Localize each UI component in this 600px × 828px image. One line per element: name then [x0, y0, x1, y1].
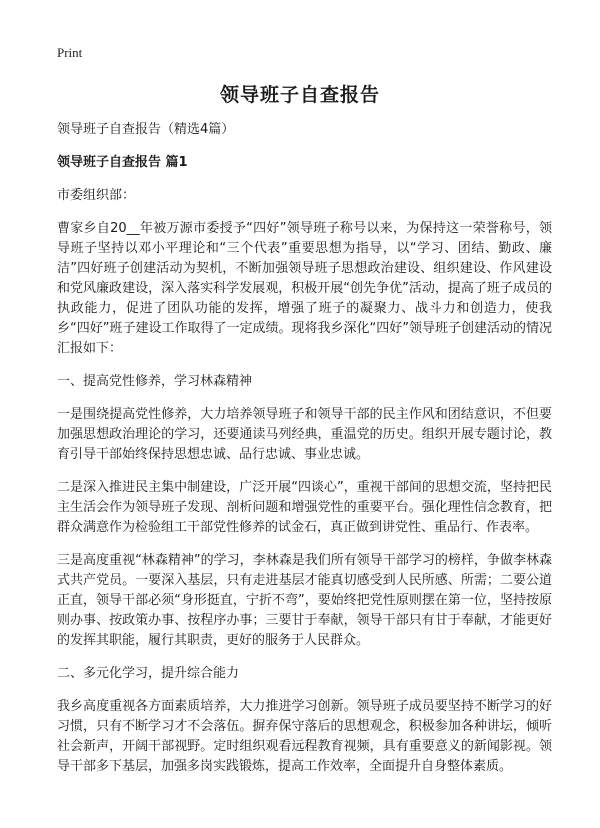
paragraph-intro: 曹家乡自20__年被万源市委授予“四好”领导班子称号以来，为保持这一荣誉称号，领导班子坚持以邓小平理论和“三个代表”重要思想为指导，以“学习、团结、勤政、廉洁”四好班子创建活动为契机，不断加强领导班子思想政治建设、组织建设、作风建设和党风廉政建设，深入落实科学发展观，积极开展“创先争优”活动，提高了班子成员的执政能力，促进了团队功能的发挥，增强了班子的凝聚力、战斗力和创造力，使我乡“四好”班子建设工作取得了一定成绩。现将我乡深化“四好”领导班子创建活动的情况汇报如下：: [57, 221, 552, 356]
paragraph-point-one: 一是围绕提高党性修养，大力培养领导班子和领导干部的民主作风和团结意识，不但要加强思想政治理论的学习，还要通读马列经典，重温党的历史。组织开展专题讨论，教育引导干部始终保持思想忠诚、品行忠诚、事业忠诚。: [57, 407, 552, 462]
heading-section-one: 一、提高党性修养，学习林森精神: [57, 374, 253, 389]
document-body: [57, 120, 552, 790]
print-label: Print: [57, 45, 83, 60]
document-subtitle: 领导班子自查报告（精选4篇）: [57, 122, 235, 137]
document-title: 领导班子自查报告: [219, 84, 380, 106]
section-title: 领导班子自查报告 篇1: [57, 155, 188, 170]
salutation: 市委组织部：: [57, 188, 136, 203]
paragraph-point-two: 二是深入推进民主集中制建设，广泛开展“四谈心”，重视干部间的思想交流，坚持把民主生活会作为领导班子发现、剖析问题和增强党性的重要平台。强化理性信念教育，把群众满意作为检验组工干部党性修养的试金石，真正做到讲党性、重品行、作表率。: [57, 480, 552, 535]
heading-section-two: 二、多元化学习，提升综合能力: [57, 666, 240, 681]
paragraph-study: 我乡高度重视各方面素质培养，大力推进学习创新。领导班子成员要坚持不断学习的好习惯，只有不断学习才不会落伍。摒弃保守落后的思想观念，积极参加各种讲坛，倾听社会新声，开阔干部视野。定时组织观看远程教育视频，具有重要意义的新闻影视。领导干部多下基层，加强多岗实践锻炼，提高工作效率，全面提升自身整体素质。: [57, 699, 552, 774]
paragraph-point-three: 三是高度重视“林森精神”的学习，李林森是我们所有领导干部学习的榜样，争做李林森式共产党员。一要深入基层，只有走进基层才能真切感受到人民所感、所需；二要公道正直，领导干部必须“身形挺直，宁折不弯”，要始终把党性原则摆在第一位，坚持按原则办事、按政策办事、按程序办事；三要甘于奉献，领导干部只有甘于奉献，才能更好的发挥其职能，履行其职责，更好的服务于人民群众。: [57, 553, 552, 648]
